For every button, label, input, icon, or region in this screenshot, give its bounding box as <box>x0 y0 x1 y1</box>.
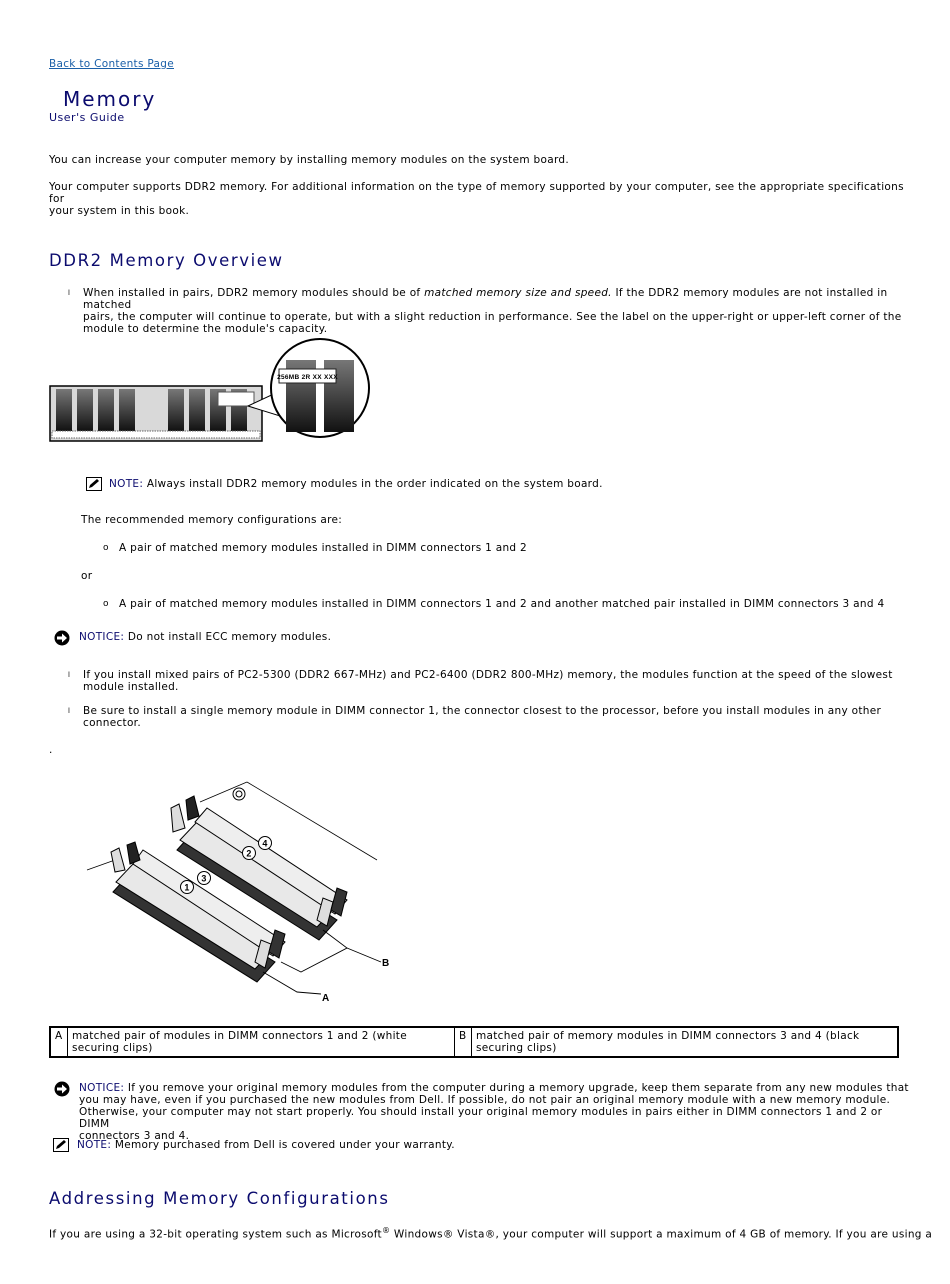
bullet2-line2: module installed. <box>83 681 179 693</box>
bullet1-line3: module to determine the module's capacity. <box>83 323 328 335</box>
notice2-line4: connectors 3 and 4. <box>79 1130 190 1142</box>
callout-3: 3 <box>201 873 207 884</box>
memory-module-label-figure <box>48 336 373 444</box>
notice2-line2: you may have, even if you purchased the new modules from Dell. If possible, do not pair an original memory module with a new memory module. <box>79 1094 891 1106</box>
callout-a: A <box>322 993 330 1004</box>
callout-2: 2 <box>246 848 252 859</box>
legend-key-a: A <box>50 1027 68 1057</box>
section-heading-addressing: Addressing Memory Configurations <box>49 1189 390 1208</box>
recommended-configurations: The recommended memory configurations are: <box>81 514 343 526</box>
intro-paragraph-2 <box>49 181 909 217</box>
notice-arrow-icon <box>54 1081 70 1097</box>
bullet2-line1: If you install mixed pairs of PC2-5300 (DDR2 667-MHz) and PC2-6400 (DDR2 800-MHz) memory, the modules function at the speed of the slowest <box>83 669 893 681</box>
bullet1-line2: pairs, the computer will continue to operate, but with a slight reduction in performance. See the label on the upper-right or upper-left corner of the <box>83 311 902 323</box>
config-option-2: A pair of matched memory modules installed in DIMM connectors 1 and 2 and another matched pair installed in DIMM connectors 3 and 4 <box>119 598 885 610</box>
bullet1-line1: When installed in pairs, DDR2 memory modules should be of matched memory size and speed. If the DDR2 memory modules are not installed in matched <box>83 287 888 311</box>
bullet-icon: l <box>68 671 71 679</box>
or-text: or <box>81 570 93 582</box>
legend-text-b: matched pair of memory modules in DIMM connectors 3 and 4 (black securing clips) <box>472 1027 899 1057</box>
note-warranty: NOTE: Memory purchased from Dell is covered under your warranty. <box>77 1139 455 1151</box>
bullet3-line1: Be sure to install a single memory module in DIMM connector 1, the connector closest to the processor, before you install modules in any other <box>83 705 882 717</box>
callout-b: B <box>382 958 390 969</box>
bullet3-line2: connector. <box>83 717 141 729</box>
bullet-icon: l <box>68 289 71 297</box>
notice2-line3: Otherwise, your computer may not start properly. You should install your original memory modules in pairs either in DIMM connectors 1 and 2 or DIMM <box>79 1106 883 1130</box>
notice2-line1: NOTICE: If you remove your original memory modules from the computer during a memory upgrade, keep them separate from any new modules that <box>79 1082 909 1094</box>
page-subtitle: User's Guide <box>49 111 125 124</box>
module-capacity-label: 256MB 2R XX XXX <box>277 374 338 381</box>
bullet-icon: l <box>68 707 71 715</box>
table-row <box>50 1027 898 1057</box>
hollow-circle-icon: o <box>103 543 109 553</box>
notice-ecc: NOTICE: Do not install ECC memory modules. <box>79 631 332 643</box>
notice-original-modules <box>79 1082 914 1142</box>
section-heading-ddr2-overview: DDR2 Memory Overview <box>49 251 284 270</box>
back-to-contents-link[interactable]: Back to Contents Page <box>49 58 174 70</box>
bullet-connector-1 <box>83 705 913 729</box>
callout-4: 4 <box>262 838 268 849</box>
dimm-legend-table <box>49 1026 899 1058</box>
note-pencil-icon <box>53 1138 69 1152</box>
intro-paragraph-1: You can increase your computer memory by installing memory modules on the system board. <box>49 154 569 166</box>
bullet-matched-pairs <box>83 287 913 335</box>
legend-text-a: matched pair of modules in DIMM connectors 1 and 2 (white securing clips) <box>68 1027 455 1057</box>
addressing-paragraph: If you are using a 32-bit operating system such as Microsoft® Windows® Vista®, your computer will support a maximum of 4 GB of memory. If you are using a <box>49 1226 933 1241</box>
notice-arrow-icon <box>54 630 70 646</box>
bullet-mixed-pairs <box>83 669 913 693</box>
intro-p2-line1: Your computer supports DDR2 memory. For additional information on the type of memory supported by your computer, see the appropriate specifications for <box>49 181 904 205</box>
config-option-1: A pair of matched memory modules installed in DIMM connectors 1 and 2 <box>119 542 528 554</box>
dimm-connectors-illustration <box>85 780 395 1005</box>
legend-key-b: B <box>455 1027 472 1057</box>
hollow-circle-icon: o <box>103 599 109 609</box>
callout-1: 1 <box>184 882 190 893</box>
note-install-order: NOTE: Always install DDR2 memory modules in the order indicated on the system board. <box>109 478 603 490</box>
note-pencil-icon <box>86 477 102 491</box>
page-title: Memory <box>63 87 157 111</box>
intro-p2-line2: your system in this book. <box>49 205 190 217</box>
stray-dot: . <box>49 744 53 756</box>
